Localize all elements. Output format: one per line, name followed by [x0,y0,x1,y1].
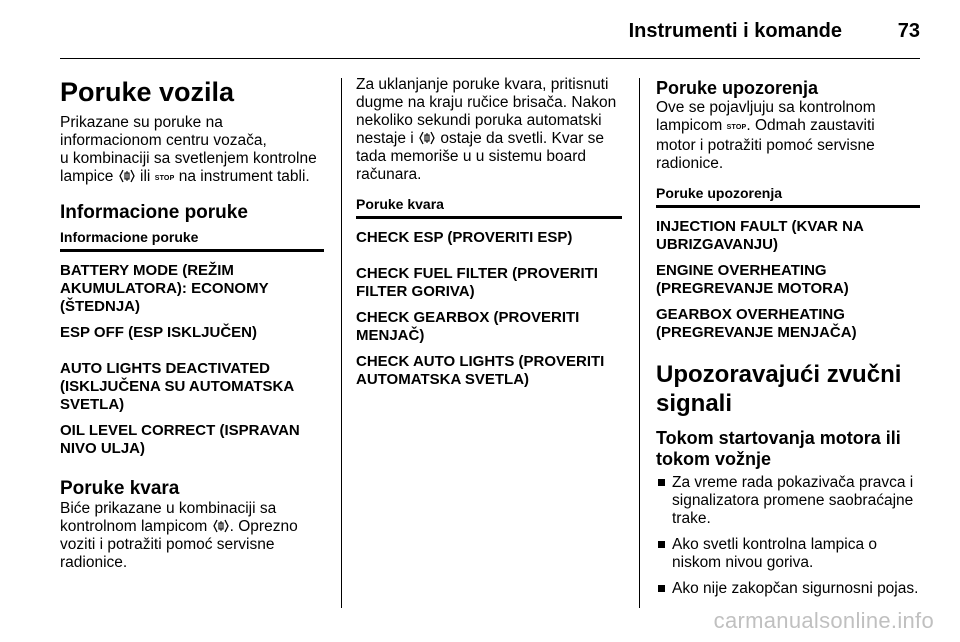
info-message: ESP OFF (ESP ISKLJUČEN) [60,324,257,341]
stop-icon: STOP [726,124,747,131]
warn-text: lampicom [656,117,723,134]
warning-message: INJECTION FAULT (KVAR NA UBRIZGAVANJU) [656,218,864,253]
fault-heading: Poruke kvara [60,478,180,499]
warning-heading: Poruke upozorenja [656,78,819,98]
watermark: carmanualsonline.info [713,608,934,633]
intro-line [60,168,324,188]
signals-subheading: Tokom startovanja motora ili tokom vožnje [656,428,901,469]
list-item-text: Ako nije zakopčan sigurnosni pojas. [672,580,919,597]
stop-icon: STOP [154,175,175,182]
list-item [656,474,920,528]
warn-line: Ove se pojavljuju sa kontrolnom [656,99,876,116]
column-3 [656,78,920,606]
para-line: Za uklanjanje poruke kvara, pritisnuti [356,76,609,93]
warning-message: ENGINE OVERHEATING (PREGREVANJE MOTORA) [656,262,849,297]
fault-text: kontrolnom lampicom [60,518,208,535]
warn-text: . Odmah zaustaviti [746,117,875,134]
info-message: BATTERY MODE (REŽIM AKUMULATORA): ECONOMY (ŠTEDNJA) [60,262,269,315]
warn-line [656,117,920,137]
fault-line: radionice. [60,554,128,571]
signals-list [656,474,920,598]
running-title: Instrumenti i komande [628,20,842,42]
intro-paragraph [60,114,324,188]
para-line [356,130,622,148]
fault-line [60,518,324,536]
bullet-icon [658,541,665,548]
engine-warning-icon [418,131,436,145]
remove-fault-paragraph [356,76,622,184]
intro-text: lampice [60,168,114,185]
warning-paragraph [656,99,920,173]
fault-line: Biće prikazane u kombinaciji sa [60,500,277,517]
para-text: ostaje da svetli. Kvar se [440,130,605,147]
fault-message: CHECK ESP (PROVERITI ESP) [356,229,573,246]
bullet-icon [658,479,665,486]
fault-section-label: Poruke kvara [356,196,622,219]
column-2 [356,76,622,397]
warning-message: GEARBOX OVERHEATING (PREGREVANJE MENJAČA) [656,306,857,341]
warning-section-label: Poruke upozorenja [656,185,920,208]
info-message: OIL LEVEL CORRECT (ISPRAVAN NIVO ULJA) [60,422,300,457]
intro-text: na instrument tabli. [178,168,310,185]
signals-heading: Upozoravajući zvučni signali [656,361,902,417]
list-item-text: Ako svetli kontrolna lampica o niskom nivou goriva. [672,536,878,571]
fault-message: CHECK GEARBOX (PROVERITI MENJAČ) [356,309,580,344]
para-text: nestaje i [356,130,414,147]
column-divider-1 [341,78,342,608]
fault-text: . Oprezno [229,518,298,535]
warn-line: radionice. [656,155,724,172]
list-item-text: Za vreme rada pokazivača pravca i signalizatora promene saobraćajne trake. [672,474,914,527]
para-line: tada memoriše u u sistemu board [356,148,587,165]
fault-line: voziti i potražiti pomoć servisne [60,536,275,553]
page-header [60,0,920,59]
intro-line: informacionom centru vozača, [60,132,267,149]
column-divider-2 [639,78,640,608]
bullet-icon [658,585,665,592]
para-line: nekoliko sekundi poruka automatski [356,112,602,129]
fault-message: CHECK AUTO LIGHTS (PROVERITI AUTOMATSKA SVETLA) [356,353,605,388]
info-section-label: Informacione poruke [60,229,324,252]
list-item [656,536,920,572]
warn-line: motor i potražiti pomoć servisne [656,137,875,154]
fault-message: CHECK FUEL FILTER (PROVERITI FILTER GORIVA) [356,265,598,300]
intro-line: u kombinaciji sa svetlenjem kontrolne [60,150,317,167]
engine-warning-icon [118,169,136,183]
info-heading: Informacione poruke [60,202,248,223]
intro-line: Prikazane su poruke na [60,114,223,131]
column-1 [60,66,324,572]
section-title: Poruke vozila [60,77,235,107]
list-item [656,580,920,598]
para-line: računara. [356,166,422,183]
intro-text: ili [140,168,151,185]
page-number: 73 [897,20,920,42]
engine-warning-icon [212,519,230,533]
para-line: dugme na kraju ručice brisača. Nakon [356,94,617,111]
info-message: AUTO LIGHTS DEACTIVATED (ISKLJUČENA SU AUTOMATSKA SVETLA) [60,360,294,413]
fault-paragraph [60,500,324,572]
